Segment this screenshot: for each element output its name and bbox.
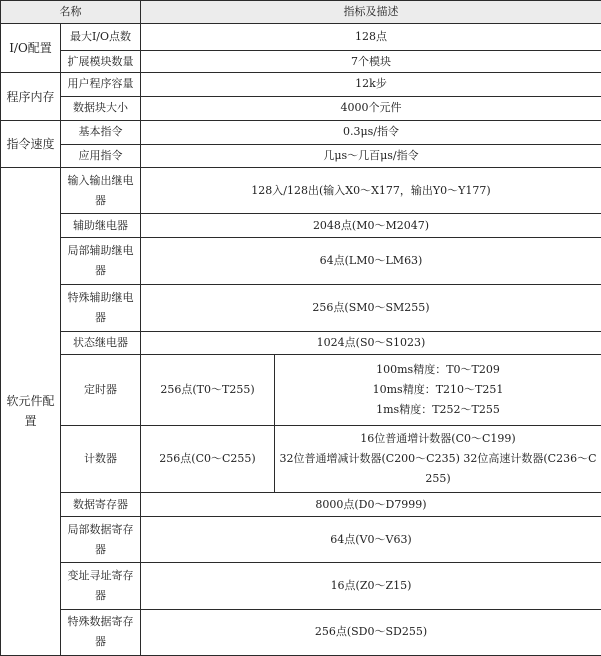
value-local-aux: 64点(LM0～LM63) [141,238,601,284]
label-special-aux: 特殊辅助继电器 [61,284,141,331]
timer-line: 10ms精度：T210～T251 [372,382,504,396]
table-row [1,96,601,120]
table-row [1,492,601,516]
label-local-aux: 局部辅助继电器 [61,238,141,284]
timer-line: 100ms精度：T0～T209 [376,362,500,376]
header-desc: 指标及描述 [141,1,601,24]
value-counter-detail [275,425,601,492]
table-row [1,425,601,492]
value-index-reg: 16点(Z0～Z15) [141,563,601,609]
table-row [1,331,601,354]
value-basic-instr: 0.3μs/指令 [141,120,601,144]
table-row [1,144,601,167]
label-special-data-reg: 特殊数据寄存器 [61,609,141,655]
table-row [1,120,601,144]
value-timer-detail [275,355,601,425]
label-aux-relay: 辅助继电器 [61,214,141,238]
counter-line: 16位普通增计数器(C0～C199) [360,431,516,445]
value-expansion: 7个模块 [141,51,601,73]
label-io-relay: 输入输出继电器 [61,167,141,213]
category-program: 程序内存 [1,73,61,120]
label-data-reg: 数据寄存器 [61,492,141,516]
label-timer: 定时器 [61,355,141,425]
value-counter-count: 256点(C0～C255) [141,425,275,492]
value-data-reg: 8000点(D0～D7999) [141,492,601,516]
value-io-relay: 128入/128出(输入X0～X177，输出Y0～Y177) [141,167,601,213]
value-applied-instr: 几μs～几百μs/指令 [141,144,601,167]
table-row [1,238,601,284]
table-row [1,609,601,655]
table-row [1,355,601,425]
value-user-capacity: 12k步 [141,73,601,96]
label-counter: 计数器 [61,425,141,492]
label-max-io: 最大I/O点数 [61,24,141,51]
category-io: I/O配置 [1,24,61,73]
value-special-data-reg: 256点(SD0～SD255) [141,609,601,655]
table-row [1,24,601,51]
label-data-block: 数据块大小 [61,96,141,120]
table-row [1,167,601,213]
table-header-row [1,1,601,24]
header-name: 名称 [1,1,141,24]
timer-line: 1ms精度：T252～T255 [376,402,500,416]
label-expansion: 扩展模块数量 [61,51,141,73]
table-row [1,73,601,96]
label-user-capacity: 用户程序容量 [61,73,141,96]
category-speed: 指令速度 [1,120,61,167]
counter-line: 32位普通增减计数器(C200～C235) 32位高速计数器(C236～C255) [279,451,597,485]
table-row [1,517,601,563]
category-soft: 软元件配置 [1,167,61,655]
label-local-data-reg: 局部数据寄存器 [61,517,141,563]
table-row [1,563,601,609]
value-max-io: 128点 [141,24,601,51]
value-data-block: 4000个元件 [141,96,601,120]
table-row [1,51,601,73]
table-row [1,284,601,331]
value-local-data-reg: 64点(V0～V63) [141,517,601,563]
value-timer-count: 256点(T0～T255) [141,355,275,425]
label-applied-instr: 应用指令 [61,144,141,167]
label-state-relay: 状态继电器 [61,331,141,354]
value-aux-relay: 2048点(M0～M2047) [141,214,601,238]
value-state-relay: 1024点(S0～S1023) [141,331,601,354]
table-row [1,214,601,238]
label-basic-instr: 基本指令 [61,120,141,144]
label-index-reg: 变址寻址寄存器 [61,563,141,609]
value-special-aux: 256点(SM0～SM255) [141,284,601,331]
